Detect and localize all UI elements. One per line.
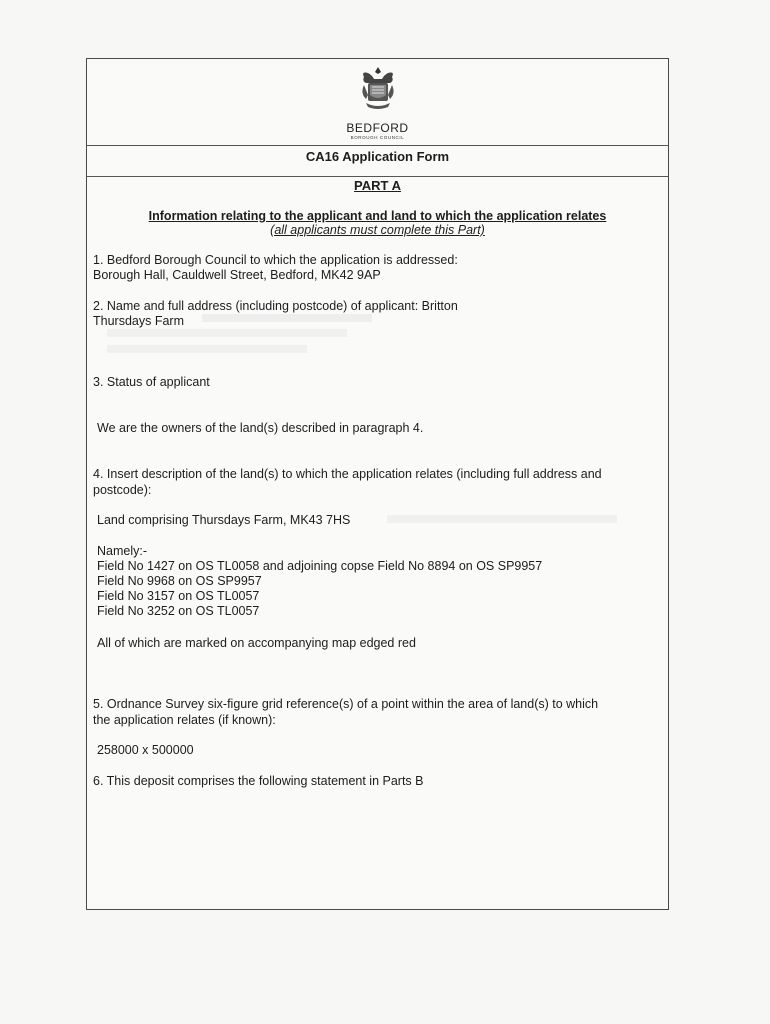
application-form bbox=[86, 58, 669, 910]
section-6-question: 6. This deposit comprises the following statement in Parts B bbox=[93, 774, 424, 788]
info-subheading: (all applicants must complete this Part) bbox=[270, 223, 485, 237]
council-subtitle: BOROUGH COUNCIL bbox=[350, 135, 405, 140]
council-header bbox=[87, 59, 668, 146]
field-item: Field No 1427 on OS TL0058 and adjoining copse Field No 8894 on OS SP9957 bbox=[97, 559, 543, 573]
map-note: All of which are marked on accompanying map edged red bbox=[97, 636, 416, 650]
grid-reference: 258000 x 500000 bbox=[97, 743, 194, 757]
section-2-question: 2. Name and full address (including postcode) of applicant: Britton bbox=[93, 299, 458, 313]
section-3-question: 3. Status of applicant bbox=[93, 375, 210, 389]
form-title: CA16 Application Form bbox=[87, 146, 668, 177]
section-1-question: 1. Bedford Borough Council to which the application is addressed: bbox=[93, 253, 458, 267]
namely-label: Namely:- bbox=[97, 544, 148, 558]
redacted-text bbox=[387, 515, 617, 523]
council-crest-icon bbox=[358, 65, 398, 113]
section-1-answer: Borough Hall, Cauldwell Street, Bedford, MK42 9AP bbox=[93, 268, 381, 282]
redacted-address bbox=[107, 329, 347, 337]
field-item: Field No 3252 on OS TL0057 bbox=[97, 604, 260, 618]
redacted-address bbox=[202, 314, 372, 322]
section-2-answer: Thursdays Farm bbox=[93, 314, 184, 328]
section-4-question-cont: postcode): bbox=[93, 483, 152, 497]
info-heading: Information relating to the applicant and land to which the application relates bbox=[148, 209, 607, 223]
section-4-question: 4. Insert description of the land(s) to which the application relates (including full address and bbox=[93, 467, 602, 481]
section-5-question-cont: the application relates (if known): bbox=[93, 713, 276, 727]
land-description: Land comprising Thursdays Farm, MK43 7HS bbox=[97, 513, 351, 527]
field-item: Field No 9968 on OS SP9957 bbox=[97, 574, 262, 588]
council-name: BEDFORD bbox=[346, 121, 409, 135]
section-3-answer: We are the owners of the land(s) described in paragraph 4. bbox=[97, 421, 424, 435]
part-heading: PART A bbox=[354, 178, 401, 193]
redacted-address bbox=[107, 345, 307, 353]
field-item: Field No 3157 on OS TL0057 bbox=[97, 589, 260, 603]
section-5-question: 5. Ordnance Survey six-figure grid reference(s) of a point within the area of land(s) to which bbox=[93, 697, 599, 711]
